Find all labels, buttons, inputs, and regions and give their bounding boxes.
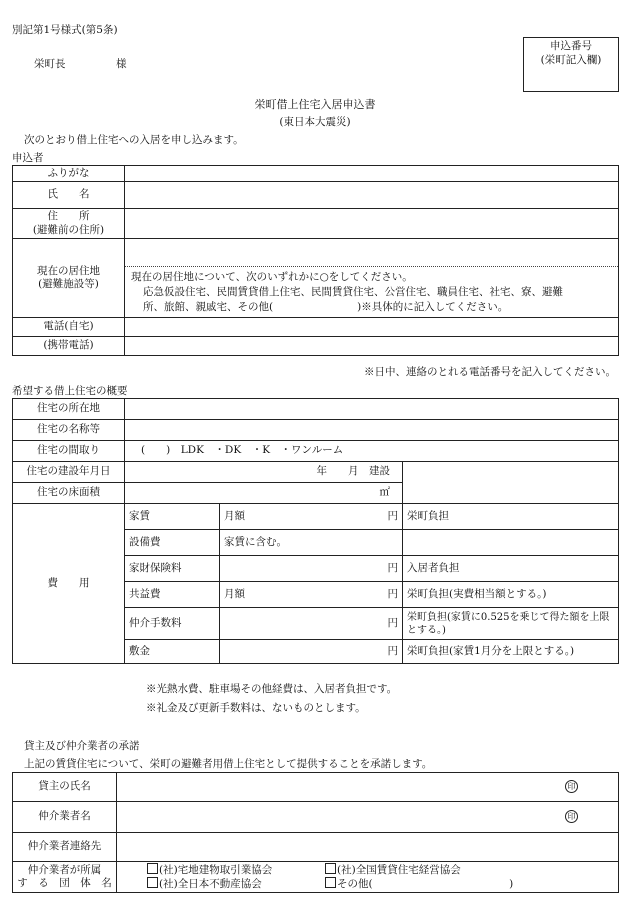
addressee: 栄町長: [34, 58, 66, 70]
agent-name-field[interactable]: [117, 802, 619, 833]
built-date-label: 住宅の建設年月日: [13, 462, 125, 483]
address-field[interactable]: [125, 209, 619, 239]
owner-name-label: 貸主の氏名: [13, 773, 117, 802]
organization-label: 仲介業者が所属 す る 団 体 名: [13, 862, 117, 893]
form-number: 別記第1号様式(第5条): [12, 24, 118, 36]
equipment-fee-label: 設備費: [125, 530, 220, 556]
page-title: 栄町借上住宅入居申込書: [254, 98, 376, 111]
landlord-section-title: 貸主及び仲介業者の承諾: [24, 740, 140, 752]
org-option-zenchin[interactable]: (社)全国賃貸住宅経営協会: [325, 864, 461, 876]
common-fee-burden: 栄町負担(実費相当額とする。): [403, 582, 619, 608]
furigana-label: ふりがな: [13, 166, 125, 182]
equipment-fee-field[interactable]: 家賃に含む。: [220, 530, 403, 556]
agent-contact-label: 仲介業者連絡先: [13, 833, 117, 862]
floor-area-unit: ㎡: [379, 486, 390, 499]
checkbox-icon[interactable]: [325, 877, 336, 888]
brokerage-fee-burden: 栄町負担(家賃に0.525を乗じて得た額を上限とする。): [403, 608, 619, 640]
application-number-sublabel: (栄町記入欄): [540, 53, 602, 66]
housing-name-field[interactable]: [125, 420, 619, 441]
phone-note: ※日中、連絡のとれる電話番号を記入してください。: [364, 366, 616, 378]
layout-label: 住宅の間取り: [13, 441, 125, 462]
current-residence-label: 現在の居住地 (避難施設等): [13, 239, 125, 318]
org-option-zennichi[interactable]: (社)全日本不動産協会: [147, 877, 325, 891]
honorific: 様: [116, 58, 127, 70]
applicant-section-title: 申込者: [12, 152, 44, 164]
rent-label: 家賃: [125, 504, 220, 530]
home-phone-label: 電話(自宅): [13, 318, 125, 337]
mobile-phone-label: (携帯電話): [13, 337, 125, 356]
application-number-box[interactable]: [523, 37, 619, 92]
housing-section-title: 希望する借上住宅の概要: [12, 385, 128, 397]
applicant-table: [12, 165, 619, 356]
utilities-note: ※光熱水費、駐車場その他経費は、入居者負担です。: [146, 683, 398, 695]
brokerage-fee-label: 仲介手数料: [125, 608, 220, 640]
furigana-field[interactable]: [125, 166, 619, 182]
brokerage-fee-field[interactable]: 円: [220, 608, 403, 640]
equipment-fee-burden: [403, 530, 619, 556]
layout-field[interactable]: ( ) LDK ・DK ・K ・ワンルーム: [125, 441, 619, 462]
rent-burden: 栄町負担: [403, 504, 619, 530]
org-option-other[interactable]: その他( ): [325, 878, 513, 890]
page-subtitle: (東日本大震災): [279, 116, 351, 128]
residence-options-line1: 応急仮設住宅、民間賃貸借上住宅、民間賃貸住宅、公営住宅、職員住宅、社宅、寮、避難: [143, 286, 563, 299]
current-residence-cell[interactable]: [125, 239, 619, 318]
cost-label: 費 用: [13, 504, 125, 664]
built-date-field[interactable]: 年 月 建設: [125, 462, 403, 483]
name-label: 氏 名: [13, 182, 125, 209]
deposit-label: 敷金: [125, 640, 220, 664]
insurance-label: 家財保険料: [125, 556, 220, 582]
mobile-phone-field[interactable]: [125, 337, 619, 356]
application-number-label: 申込番号: [550, 40, 592, 52]
name-field[interactable]: [125, 182, 619, 209]
key-money-note: ※礼金及び更新手数料は、ないものとします。: [146, 702, 366, 714]
org-option-takken[interactable]: (社)宅地建物取引業協会: [147, 863, 325, 877]
address-label: 住 所 (避難前の住所): [13, 209, 125, 239]
location-label: 住宅の所在地: [13, 399, 125, 420]
organization-options: [117, 862, 619, 893]
common-fee-label: 共益費: [125, 582, 220, 608]
rent-field[interactable]: 月額 円: [220, 504, 403, 530]
current-residence-instruction: 現在の居住地について、次のいずれかに○をしてください。: [131, 271, 413, 283]
deposit-burden: 栄町負担(家賃1月分を上限とする。): [403, 640, 619, 664]
owner-seal-icon: 印: [565, 780, 578, 793]
landlord-table: [12, 772, 619, 893]
agent-contact-field[interactable]: [117, 833, 619, 862]
checkbox-icon[interactable]: [147, 863, 158, 874]
agent-name-label: 仲介業者名: [13, 802, 117, 833]
checkbox-icon[interactable]: [147, 877, 158, 888]
landlord-statement: 上記の賃貸住宅について、栄町の避難者用借上住宅として提供することを承諾します。: [24, 758, 433, 770]
current-residence-field[interactable]: [125, 239, 618, 267]
insurance-field[interactable]: 円: [220, 556, 403, 582]
intro-text: 次のとおり借上住宅への入居を申し込みます。: [24, 134, 244, 146]
residence-options-line2: 所、旅館、親戚宅、その他( )※具体的に記入してください。: [143, 301, 509, 314]
owner-name-field[interactable]: [117, 773, 619, 802]
checkbox-icon[interactable]: [325, 863, 336, 874]
housing-name-label: 住宅の名称等: [13, 420, 125, 441]
home-phone-field[interactable]: [125, 318, 619, 337]
agent-seal-icon: 印: [565, 810, 578, 823]
insurance-burden: 入居者負担: [403, 556, 619, 582]
housing-table: [12, 398, 619, 664]
floor-area-label: 住宅の床面積: [13, 483, 125, 504]
deposit-field[interactable]: 円: [220, 640, 403, 664]
floor-area-field[interactable]: [125, 483, 403, 504]
common-fee-field[interactable]: 月額 円: [220, 582, 403, 608]
location-field[interactable]: [125, 399, 619, 420]
